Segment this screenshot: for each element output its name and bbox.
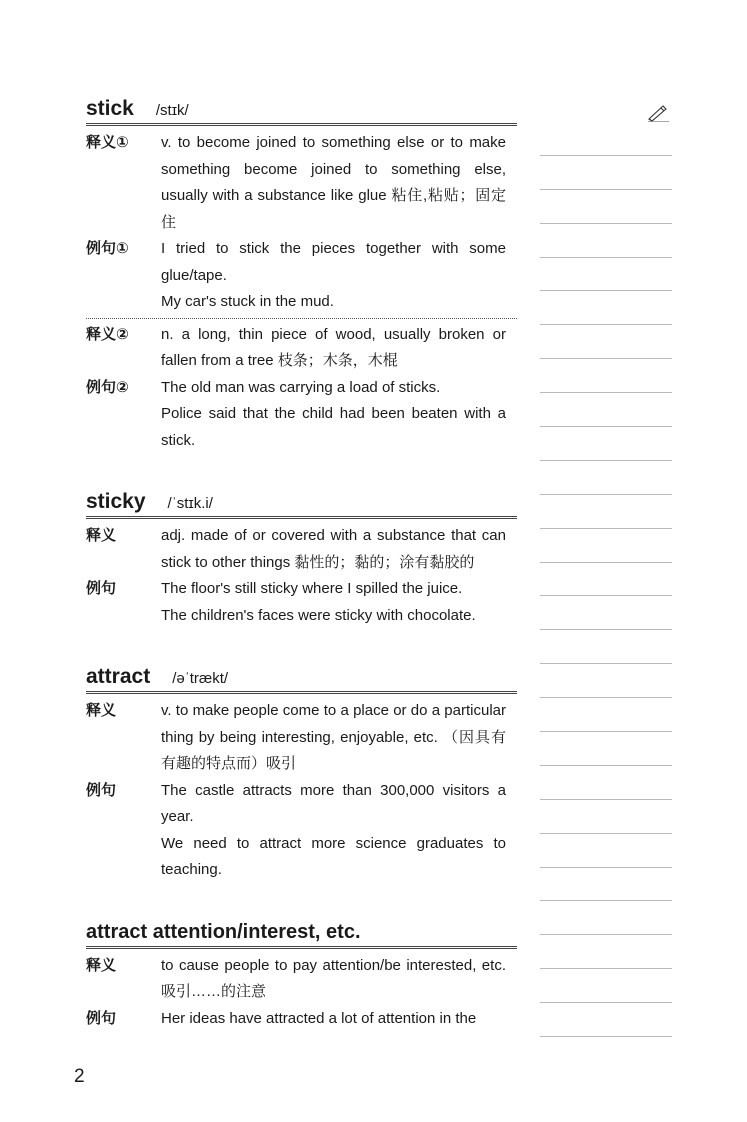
sense-divider bbox=[86, 318, 517, 319]
headword: sticky bbox=[86, 490, 146, 513]
note-line bbox=[540, 156, 672, 190]
note-line bbox=[540, 596, 672, 630]
note-line bbox=[540, 325, 672, 359]
pencil-icon bbox=[646, 104, 670, 122]
example-sentence: The floor's still sticky where I spilled the juice. bbox=[161, 580, 463, 597]
definition-label: 释义 bbox=[86, 527, 117, 544]
dictionary-entry bbox=[86, 664, 517, 884]
note-line bbox=[540, 529, 672, 563]
definition-text: n. a long, thin piece of wood, usually broken or fallen from a tree 枝条；木条，木棍 bbox=[161, 325, 506, 369]
definition-block bbox=[86, 130, 517, 236]
note-line bbox=[540, 766, 672, 800]
example-sentence: My car's stuck in the mud. bbox=[161, 293, 334, 310]
note-line bbox=[540, 935, 672, 969]
note-line bbox=[540, 901, 672, 935]
notes-area bbox=[540, 122, 672, 1037]
note-line bbox=[540, 427, 672, 461]
definition-label: 释义① bbox=[86, 134, 129, 151]
headword: attract bbox=[86, 665, 151, 688]
note-line bbox=[540, 698, 672, 732]
definition-text: v. to make people come to a place or do a particular thing by being interesting, enjoyable, etc. （因具有有趣的特点而）吸引 bbox=[161, 702, 506, 772]
note-line bbox=[540, 834, 672, 868]
definition-block bbox=[86, 523, 517, 576]
note-line bbox=[540, 190, 672, 224]
note-line bbox=[540, 495, 672, 529]
definition-text: to cause people to pay attention/be interested, etc. 吸引……的注意 bbox=[161, 956, 506, 1000]
example-sentence: Police said that the child had been beaten with a stick. bbox=[161, 405, 506, 449]
note-line bbox=[540, 291, 672, 325]
entry-header bbox=[86, 919, 517, 949]
definition-block bbox=[86, 322, 517, 375]
example-label: 例句② bbox=[86, 378, 129, 396]
example-sentences bbox=[161, 576, 506, 629]
example-label: 例句① bbox=[86, 240, 129, 257]
headword: stick bbox=[86, 97, 134, 120]
note-line bbox=[540, 800, 672, 834]
example-sentence: Her ideas have attracted a lot of attention in the bbox=[161, 1009, 477, 1027]
definition-text: adj. made of or covered with a substance that can stick to other things 黏性的；黏的；涂有黏胶的 bbox=[161, 527, 506, 571]
example-block bbox=[86, 576, 517, 629]
definition-label: 释义② bbox=[86, 325, 129, 343]
note-line bbox=[540, 630, 672, 664]
definition-block bbox=[86, 953, 517, 1006]
note-line bbox=[540, 122, 672, 156]
dictionary-entry bbox=[86, 919, 517, 1033]
example-sentence: The old man was carrying a load of sticks. bbox=[161, 378, 441, 396]
phonetic-transcription: /əˈtrækt/ bbox=[172, 670, 229, 687]
example-label: 例句 bbox=[86, 1009, 117, 1027]
example-block bbox=[86, 375, 517, 455]
note-line bbox=[540, 664, 672, 698]
entry-header bbox=[86, 664, 517, 694]
note-line bbox=[540, 563, 672, 597]
note-line bbox=[540, 868, 672, 902]
example-sentences bbox=[161, 778, 506, 884]
page-number: 2 bbox=[74, 1066, 85, 1087]
example-block bbox=[86, 778, 517, 884]
definition-label: 释义 bbox=[86, 702, 117, 719]
entry-header bbox=[86, 489, 517, 519]
phonetic-transcription: /ˈstɪk.i/ bbox=[167, 495, 213, 512]
example-sentence: The castle attracts more than 300,000 visitors a year. bbox=[161, 781, 506, 825]
note-line bbox=[540, 258, 672, 292]
note-line bbox=[540, 969, 672, 1003]
headword: attract attention/interest, etc. bbox=[86, 920, 361, 943]
example-label: 例句 bbox=[86, 781, 117, 799]
entries-column bbox=[86, 96, 517, 1032]
definition-block bbox=[86, 698, 517, 778]
example-sentences bbox=[161, 1006, 506, 1033]
example-sentence: The children's faces were sticky with chocolate. bbox=[161, 606, 476, 624]
example-label: 例句 bbox=[86, 580, 117, 597]
entry-header bbox=[86, 96, 517, 126]
note-line bbox=[540, 359, 672, 393]
note-line bbox=[540, 732, 672, 766]
note-line bbox=[540, 1003, 672, 1037]
phonetic-transcription: /stɪk/ bbox=[155, 102, 189, 119]
example-block bbox=[86, 1006, 517, 1033]
definition-text: v. to become joined to something else or to make something become joined to something else, usually with a substance like glue 粘住,粘贴；固定住 bbox=[161, 134, 506, 231]
dictionary-entry bbox=[86, 489, 517, 629]
note-line bbox=[540, 393, 672, 427]
example-sentence: We need to attract more science graduates to teaching. bbox=[161, 834, 506, 878]
note-line bbox=[540, 224, 672, 258]
example-sentences bbox=[161, 375, 506, 455]
example-sentences bbox=[161, 236, 506, 316]
example-sentence: I tried to stick the pieces together with some glue/tape. bbox=[161, 240, 506, 284]
definition-label: 释义 bbox=[86, 956, 117, 974]
dictionary-entry bbox=[86, 96, 517, 454]
example-block bbox=[86, 236, 517, 316]
note-line bbox=[540, 461, 672, 495]
